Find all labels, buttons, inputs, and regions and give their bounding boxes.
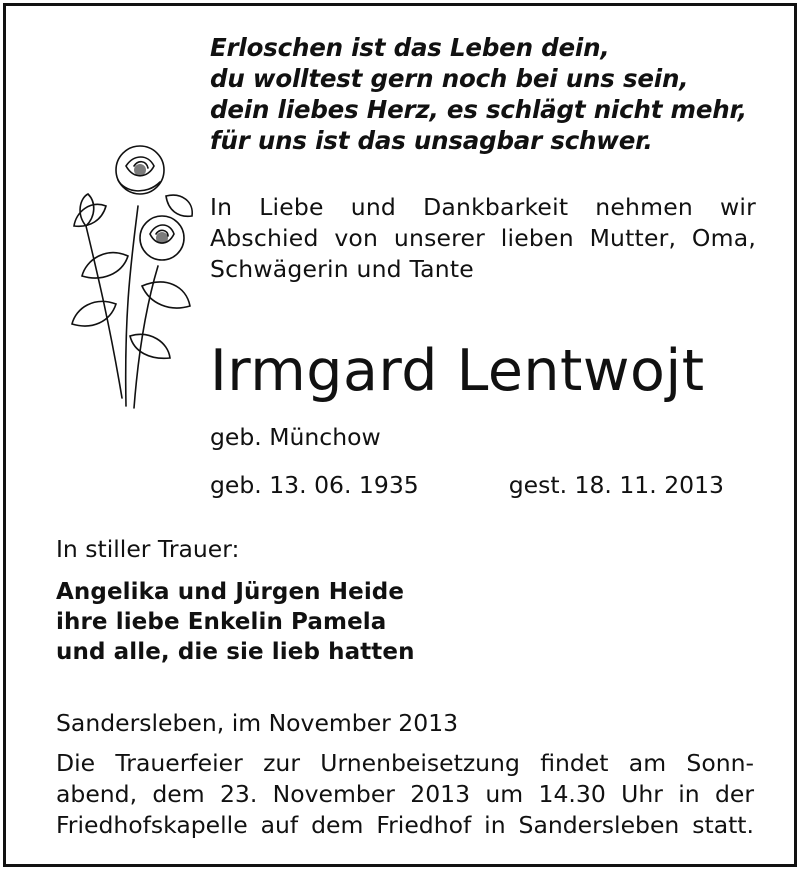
poem: [210, 32, 747, 156]
mourner-line: ihre liebe Enkelin Pamela: [56, 609, 387, 635]
ceremony-info: [56, 748, 754, 841]
place-date: Sandersleben, im November 2013: [56, 709, 459, 737]
intro-text: [210, 192, 756, 285]
life-dates: [210, 470, 724, 501]
poem-line: du wolltest gern noch bei uns sein,: [210, 64, 689, 93]
deceased-name: Irmgard Lentwojt: [210, 338, 705, 404]
ceremony-line: Friedhofskapelle auf dem Friedhof in Sandersleben statt.: [56, 811, 754, 839]
poem-line: dein liebes Herz, es schlägt nicht mehr,: [210, 95, 747, 124]
birth-date: geb. 13. 06. 1935: [210, 471, 419, 499]
obituary-notice: [3, 3, 797, 867]
ceremony-line: Die Trauerfeier zur Urnenbeisetzung findet am Sonn-: [56, 749, 754, 777]
birth-name: geb. Münchow: [210, 423, 381, 451]
mourner-line: und alle, die sie lieb hatten: [56, 639, 415, 665]
ceremony-line: abend, dem 23. November 2013 um 14.30 Uhr in der: [56, 780, 754, 808]
poem-line: Erloschen ist das Leben dein,: [210, 33, 610, 62]
death-date: gest. 18. 11. 2013: [508, 471, 724, 499]
intro-line: Schwägerin und Tante: [210, 255, 474, 283]
intro-line: Abschied von unserer lieben Mutter, Oma,: [210, 224, 756, 252]
mourning-label: In stiller Trauer:: [56, 535, 240, 563]
mourner-line: Angelika und Jürgen Heide: [56, 579, 405, 605]
rose-illustration: [46, 136, 196, 416]
intro-line: In Liebe und Dankbarkeit nehmen wir: [210, 193, 756, 221]
poem-line: für uns ist das unsagbar schwer.: [210, 126, 653, 155]
mourners-list: [56, 577, 415, 667]
